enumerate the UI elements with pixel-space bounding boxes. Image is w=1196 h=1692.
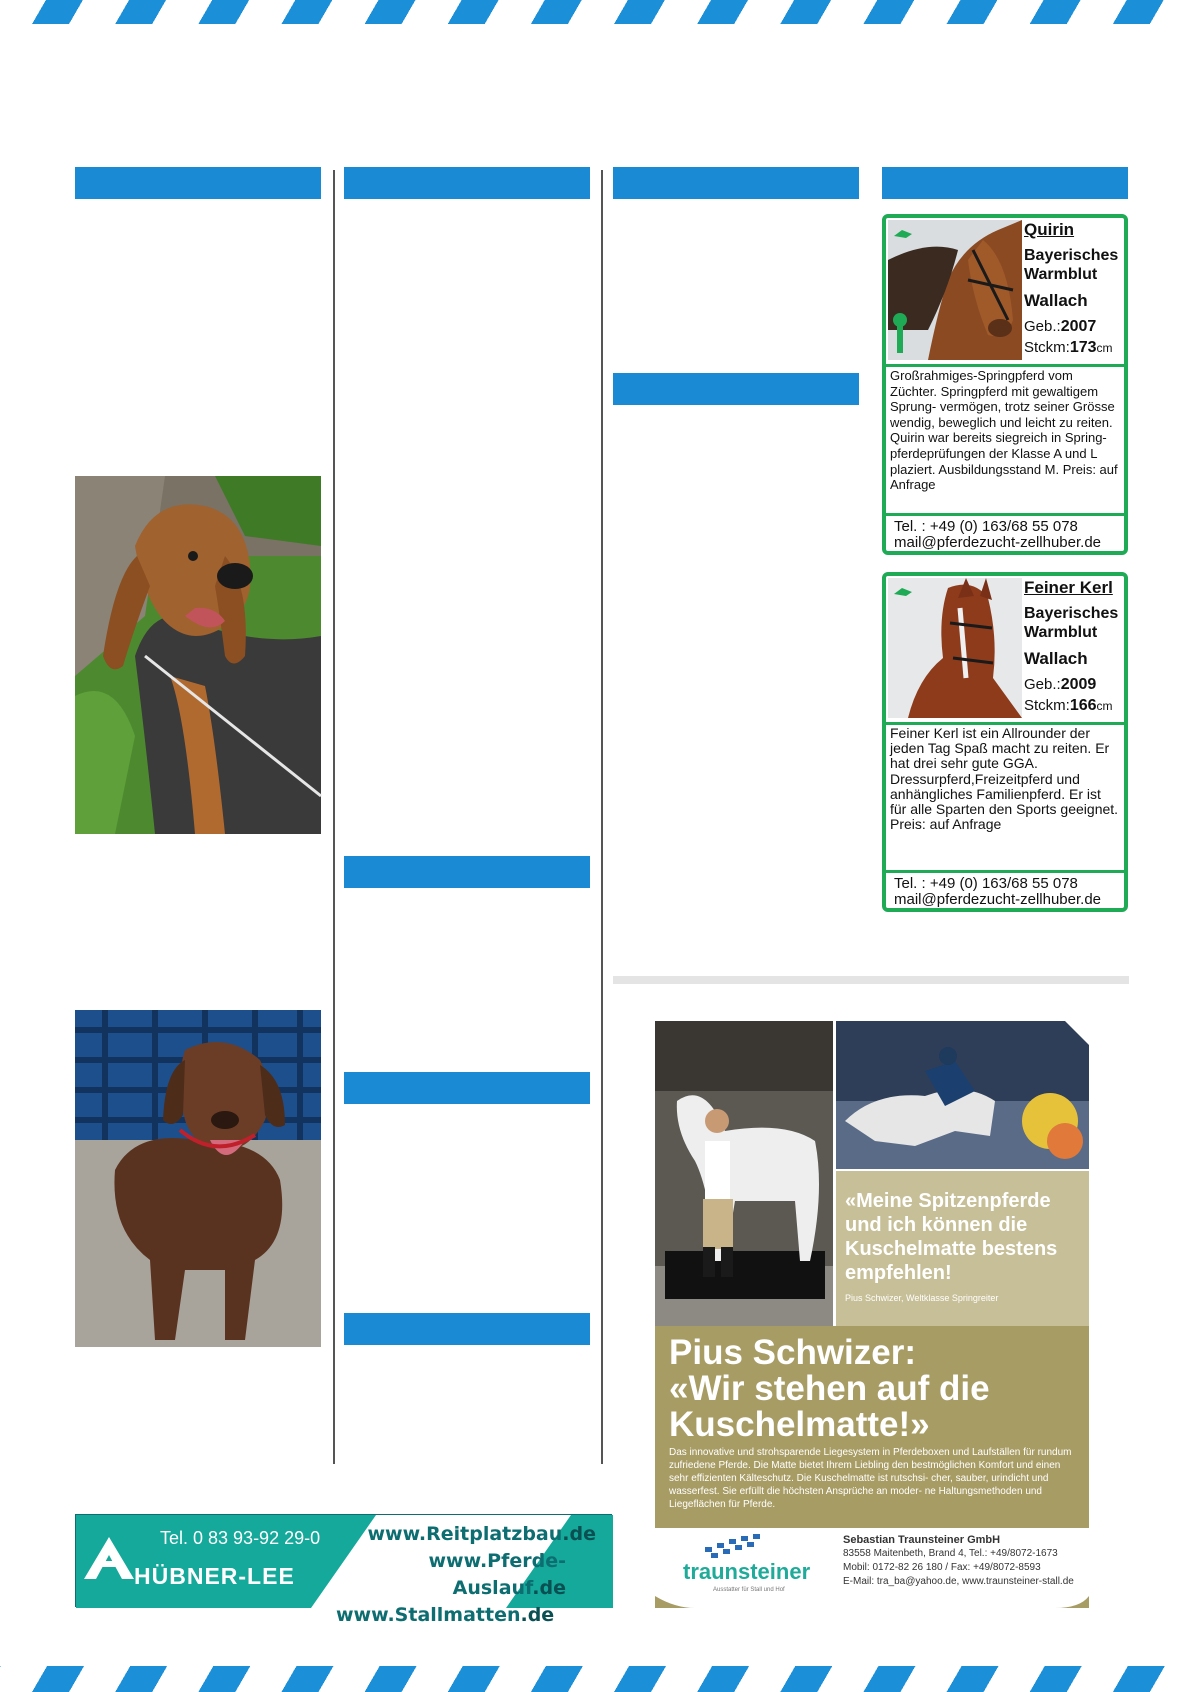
gray-divider <box>613 976 1129 984</box>
contact-phone: Tel. : +49 (0) 163/68 55 078 <box>894 875 1078 892</box>
column-divider <box>333 170 335 1464</box>
ad-company-info: Sebastian Traunsteiner GmbH 83558 Maitenbeth, Brand 4, Tel.: +49/8072-1673 Mobil: 0172-82 26 180 / Fax: +49/8072-8593 E-Mail: tra_ba@yahoo.de, www.traunsteiner-stall.de <box>843 1534 1074 1587</box>
brown-dog-photo <box>75 1010 321 1347</box>
column-divider <box>601 170 603 1464</box>
huebner-phone: Tel. 0 83 93-92 29-0 <box>160 1528 321 1548</box>
section-bar <box>344 856 590 888</box>
horse-name: Feiner Kerl <box>1024 578 1113 597</box>
ad-quote: «Meine Spitzenpferde und ich können die Kuschelmatte bestens empfehlen! <box>845 1190 1058 1284</box>
bottom-stripe-border <box>0 1666 1196 1692</box>
card-header <box>886 218 1124 367</box>
horse-photo <box>888 220 1022 360</box>
section-bar <box>75 167 321 199</box>
section-bar <box>613 167 859 199</box>
ad-body-text: Das innovative und strohsparende Liegesystem in Pferdeboxen und Laufställen für rundum zufriedene Pferde. Die Matte bietet Ihrem Liebling den bestmöglichen Komfort und einen sehr effizienten Kälteschutz. Die Kuschelmatte ist rutschsi- cher, sauber, urindicht und wasserfest. Sie erfüllt die höchsten Ansprüche an moder- ne Haltungsmethoden und Liegeflächen für Pferde. <box>669 1447 1072 1510</box>
hound-dog-photo <box>75 476 321 834</box>
traunsteiner-checker-icon <box>695 1533 775 1559</box>
contact-box <box>886 513 1124 551</box>
ad-quote-author: Pius Schwizer, Weltklasse Springreiter <box>845 1293 999 1303</box>
huebner-brand: HÜBNER-LEE <box>134 1563 295 1589</box>
website-links <box>336 1521 606 1629</box>
huebner-lee-logo-icon <box>82 1535 136 1581</box>
horse-description: Feiner Kerl ist ein Allrounder der jeden Tag Spaß macht zu reiten. Er hat drei sehr gute GGA. Dressurpferd,Freizeitpferd und anhängliches Familienpferd. Er ist für alle Sparten den Sports geeignet. Preis: auf Anfrage <box>890 725 1119 833</box>
ad-headline: Pius Schwizer: «Wir stehen auf die Kuschelmatte!» <box>669 1333 990 1444</box>
horse-breed: Bayerisches Warmblut <box>1024 247 1119 283</box>
website-link-stallmatten[interactable]: www.Stallmatten.de <box>336 1604 555 1626</box>
kuschelmatte-ad <box>655 1021 1089 1608</box>
horse-height: Stckm:173cm <box>1024 339 1113 356</box>
horse-name: Quirin <box>1024 220 1075 239</box>
horse-breed: Bayerisches Warmblut <box>1024 605 1119 641</box>
contact-email[interactable]: mail@pferdezucht-zellhuber.de <box>894 891 1102 908</box>
horse-description: Großrahmiges-Springpferd vom Züchter. Springpferd mit gewaltigem Sprung- vermögen, trotz seiner Grösse wendig, beweglich und leicht zu reiten. Quirin war bereits siegreich in Spring- pferdeprüfungen der Klasse A und L plaziert. Ausbildungsstand M. Preis: auf Anfrage <box>890 368 1118 493</box>
section-bar <box>882 167 1128 199</box>
top-stripe-border <box>0 0 1196 24</box>
horse-card-feiner-kerl <box>882 572 1128 912</box>
traunsteiner-logo: traunsteiner Ausstatter für Stall und Hof <box>665 1529 835 1599</box>
horse-sex: Wallach <box>1024 291 1088 310</box>
huebner-lee-ad <box>75 1514 612 1626</box>
section-bar <box>613 373 859 405</box>
website-link-reitplatzbau[interactable]: www.Reitplatzbau.de <box>367 1523 596 1545</box>
contact-email[interactable]: mail@pferdezucht-zellhuber.de <box>894 534 1102 551</box>
horse-sex: Wallach <box>1024 649 1088 668</box>
section-bar <box>344 1072 590 1104</box>
horse-height: Stckm:166cm <box>1024 697 1113 714</box>
card-header <box>886 576 1124 725</box>
section-bar <box>344 167 590 199</box>
contact-phone: Tel. : +49 (0) 163/68 55 078 <box>894 518 1078 535</box>
section-bar <box>344 1313 590 1345</box>
website-link-pferde-auslauf[interactable]: www.Pferde-Auslauf.de <box>428 1550 566 1599</box>
contact-box <box>886 870 1124 908</box>
horse-photo <box>888 578 1022 718</box>
horse-birth-year: Geb.:2007 <box>1024 318 1097 335</box>
horse-card-quirin <box>882 214 1128 555</box>
horse-birth-year: Geb.:2009 <box>1024 676 1097 693</box>
